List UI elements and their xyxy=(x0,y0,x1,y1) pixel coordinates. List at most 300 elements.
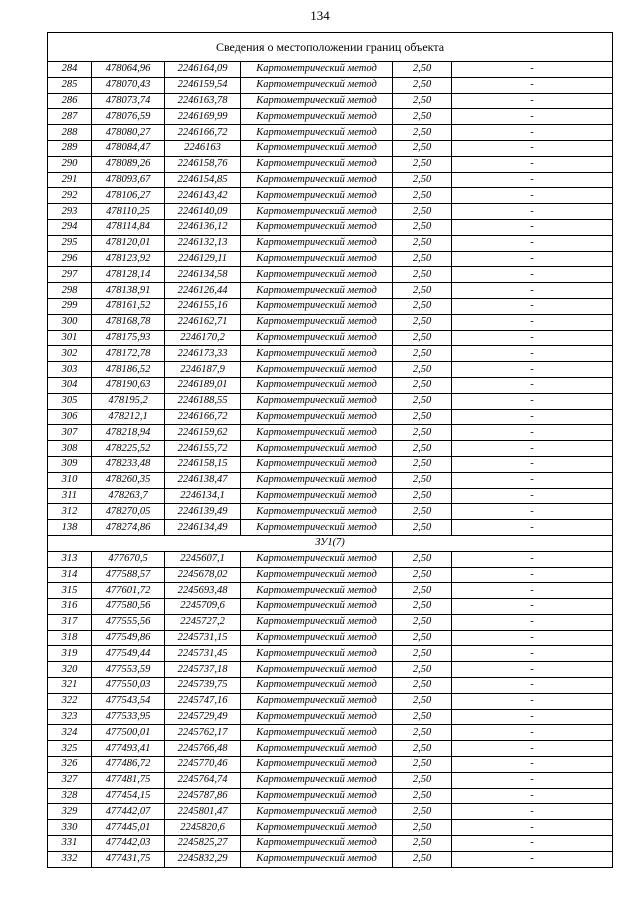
x-coordinate-cell: 478128,14 xyxy=(92,267,165,283)
y-coordinate-cell: 2246166,72 xyxy=(165,409,241,425)
point-number-cell: 329 xyxy=(48,804,92,820)
note-cell: - xyxy=(452,204,613,220)
note-cell: - xyxy=(452,172,613,188)
y-coordinate-cell: 2246164,09 xyxy=(165,62,241,78)
note-cell: - xyxy=(452,267,613,283)
x-coordinate-cell: 478084,47 xyxy=(92,140,165,156)
note-cell: - xyxy=(452,772,613,788)
note-cell: - xyxy=(452,678,613,694)
table-row xyxy=(48,472,613,488)
x-coordinate-cell: 478093,67 xyxy=(92,172,165,188)
note-cell: - xyxy=(452,520,613,536)
method-cell: Картометрический метод xyxy=(241,251,393,267)
y-coordinate-cell: 2245832,29 xyxy=(165,851,241,867)
accuracy-cell: 2,50 xyxy=(393,393,452,409)
method-cell: Картометрический метод xyxy=(241,551,393,567)
table-row xyxy=(48,709,613,725)
method-cell: Картометрический метод xyxy=(241,836,393,852)
accuracy-cell: 2,50 xyxy=(393,836,452,852)
point-number-cell: 291 xyxy=(48,172,92,188)
note-cell: - xyxy=(452,251,613,267)
method-cell: Картометрический метод xyxy=(241,820,393,836)
table-row xyxy=(48,456,613,472)
y-coordinate-cell: 2245727,2 xyxy=(165,614,241,630)
method-cell: Картометрический метод xyxy=(241,204,393,220)
accuracy-cell: 2,50 xyxy=(393,630,452,646)
method-cell: Картометрический метод xyxy=(241,772,393,788)
note-cell: - xyxy=(452,599,613,615)
y-coordinate-cell: 2245766,48 xyxy=(165,741,241,757)
y-coordinate-cell: 2245825,27 xyxy=(165,836,241,852)
table-row xyxy=(48,567,613,583)
method-cell: Картометрический метод xyxy=(241,804,393,820)
method-cell: Картометрический метод xyxy=(241,314,393,330)
method-cell: Картометрический метод xyxy=(241,62,393,78)
x-coordinate-cell: 478212,1 xyxy=(92,409,165,425)
accuracy-cell: 2,50 xyxy=(393,204,452,220)
note-cell: - xyxy=(452,488,613,504)
note-cell: - xyxy=(452,646,613,662)
y-coordinate-cell: 2246134,49 xyxy=(165,520,241,536)
x-coordinate-cell: 478175,93 xyxy=(92,330,165,346)
x-coordinate-cell: 478138,91 xyxy=(92,283,165,299)
table-row xyxy=(48,441,613,457)
point-number-cell: 321 xyxy=(48,678,92,694)
y-coordinate-cell: 2245737,18 xyxy=(165,662,241,678)
x-coordinate-cell: 478225,52 xyxy=(92,441,165,457)
point-number-cell: 326 xyxy=(48,757,92,773)
accuracy-cell: 2,50 xyxy=(393,551,452,567)
method-cell: Картометрический метод xyxy=(241,678,393,694)
note-cell: - xyxy=(452,393,613,409)
accuracy-cell: 2,50 xyxy=(393,504,452,520)
y-coordinate-cell: 2246134,1 xyxy=(165,488,241,504)
table-row xyxy=(48,346,613,362)
point-number-cell: 314 xyxy=(48,567,92,583)
accuracy-cell: 2,50 xyxy=(393,646,452,662)
note-cell: - xyxy=(452,77,613,93)
point-number-cell: 301 xyxy=(48,330,92,346)
method-cell: Картометрический метод xyxy=(241,583,393,599)
y-coordinate-cell: 2245729,49 xyxy=(165,709,241,725)
method-cell: Картометрический метод xyxy=(241,741,393,757)
method-cell: Картометрический метод xyxy=(241,235,393,251)
note-cell: - xyxy=(452,377,613,393)
note-cell: - xyxy=(452,456,613,472)
x-coordinate-cell: 477549,86 xyxy=(92,630,165,646)
point-number-cell: 293 xyxy=(48,204,92,220)
note-cell: - xyxy=(452,362,613,378)
point-number-cell: 311 xyxy=(48,488,92,504)
note-cell: - xyxy=(452,662,613,678)
boundary-coordinates-table xyxy=(47,32,613,868)
x-coordinate-cell: 477601,72 xyxy=(92,583,165,599)
method-cell: Картометрический метод xyxy=(241,77,393,93)
note-cell: - xyxy=(452,820,613,836)
note-cell: - xyxy=(452,583,613,599)
note-cell: - xyxy=(452,504,613,520)
accuracy-cell: 2,50 xyxy=(393,567,452,583)
point-number-cell: 330 xyxy=(48,820,92,836)
note-cell: - xyxy=(452,472,613,488)
x-coordinate-cell: 478172,78 xyxy=(92,346,165,362)
x-coordinate-cell: 477500,01 xyxy=(92,725,165,741)
x-coordinate-cell: 477553,59 xyxy=(92,662,165,678)
y-coordinate-cell: 2246187,9 xyxy=(165,362,241,378)
note-cell: - xyxy=(452,125,613,141)
note-cell: - xyxy=(452,709,613,725)
point-number-cell: 286 xyxy=(48,93,92,109)
point-number-cell: 305 xyxy=(48,393,92,409)
table-title: Сведения о местоположении границ объекта xyxy=(48,33,613,62)
point-number-cell: 304 xyxy=(48,377,92,393)
accuracy-cell: 2,50 xyxy=(393,614,452,630)
point-number-cell: 297 xyxy=(48,267,92,283)
point-number-cell: 302 xyxy=(48,346,92,362)
method-cell: Картометрический метод xyxy=(241,599,393,615)
note-cell: - xyxy=(452,567,613,583)
accuracy-cell: 2,50 xyxy=(393,156,452,172)
point-number-cell: 315 xyxy=(48,583,92,599)
note-cell: - xyxy=(452,614,613,630)
table-row xyxy=(48,836,613,852)
method-cell: Картометрический метод xyxy=(241,709,393,725)
note-cell: - xyxy=(452,140,613,156)
point-number-cell: 284 xyxy=(48,62,92,78)
method-cell: Картометрический метод xyxy=(241,472,393,488)
table-row xyxy=(48,504,613,520)
table-row xyxy=(48,614,613,630)
point-number-cell: 324 xyxy=(48,725,92,741)
y-coordinate-cell: 2246155,16 xyxy=(165,298,241,314)
x-coordinate-cell: 478106,27 xyxy=(92,188,165,204)
accuracy-cell: 2,50 xyxy=(393,235,452,251)
y-coordinate-cell: 2245770,46 xyxy=(165,757,241,773)
table-row xyxy=(48,646,613,662)
x-coordinate-cell: 478186,52 xyxy=(92,362,165,378)
table-row xyxy=(48,251,613,267)
table-row xyxy=(48,188,613,204)
table-row xyxy=(48,235,613,251)
method-cell: Картометрический метод xyxy=(241,441,393,457)
y-coordinate-cell: 2246139,49 xyxy=(165,504,241,520)
table-row xyxy=(48,725,613,741)
accuracy-cell: 2,50 xyxy=(393,757,452,773)
y-coordinate-cell: 2245820,6 xyxy=(165,820,241,836)
table-row xyxy=(48,693,613,709)
method-cell: Картометрический метод xyxy=(241,283,393,299)
accuracy-cell: 2,50 xyxy=(393,93,452,109)
y-coordinate-cell: 2246140,09 xyxy=(165,204,241,220)
accuracy-cell: 2,50 xyxy=(393,362,452,378)
method-cell: Картометрический метод xyxy=(241,109,393,125)
point-number-cell: 295 xyxy=(48,235,92,251)
accuracy-cell: 2,50 xyxy=(393,377,452,393)
y-coordinate-cell: 2246154,85 xyxy=(165,172,241,188)
accuracy-cell: 2,50 xyxy=(393,520,452,536)
point-number-cell: 285 xyxy=(48,77,92,93)
table-row xyxy=(48,283,613,299)
table-row xyxy=(48,678,613,694)
note-cell: - xyxy=(452,188,613,204)
x-coordinate-cell: 477588,57 xyxy=(92,567,165,583)
note-cell: - xyxy=(452,693,613,709)
accuracy-cell: 2,50 xyxy=(393,741,452,757)
method-cell: Картометрический метод xyxy=(241,93,393,109)
accuracy-cell: 2,50 xyxy=(393,409,452,425)
accuracy-cell: 2,50 xyxy=(393,425,452,441)
table-row xyxy=(48,62,613,78)
point-number-cell: 292 xyxy=(48,188,92,204)
accuracy-cell: 2,50 xyxy=(393,804,452,820)
point-number-cell: 310 xyxy=(48,472,92,488)
point-number-cell: 299 xyxy=(48,298,92,314)
table-row xyxy=(48,488,613,504)
accuracy-cell: 2,50 xyxy=(393,219,452,235)
method-cell: Картометрический метод xyxy=(241,156,393,172)
method-cell: Картометрический метод xyxy=(241,362,393,378)
y-coordinate-cell: 2246169,99 xyxy=(165,109,241,125)
x-coordinate-cell: 477486,72 xyxy=(92,757,165,773)
y-coordinate-cell: 2246173,33 xyxy=(165,346,241,362)
note-cell: - xyxy=(452,757,613,773)
accuracy-cell: 2,50 xyxy=(393,709,452,725)
table-row xyxy=(48,393,613,409)
accuracy-cell: 2,50 xyxy=(393,772,452,788)
x-coordinate-cell: 478080,27 xyxy=(92,125,165,141)
point-number-cell: 331 xyxy=(48,836,92,852)
table-row xyxy=(48,788,613,804)
accuracy-cell: 2,50 xyxy=(393,472,452,488)
y-coordinate-cell: 2245731,15 xyxy=(165,630,241,646)
x-coordinate-cell: 477431,75 xyxy=(92,851,165,867)
accuracy-cell: 2,50 xyxy=(393,662,452,678)
accuracy-cell: 2,50 xyxy=(393,330,452,346)
table-row xyxy=(48,741,613,757)
section-label: ЗУ1(7) xyxy=(48,535,613,551)
table-row xyxy=(48,219,613,235)
method-cell: Картометрический метод xyxy=(241,377,393,393)
table-row xyxy=(48,804,613,820)
point-number-cell: 287 xyxy=(48,109,92,125)
table-row xyxy=(48,172,613,188)
method-cell: Картометрический метод xyxy=(241,725,393,741)
note-cell: - xyxy=(452,283,613,299)
point-number-cell: 317 xyxy=(48,614,92,630)
point-number-cell: 296 xyxy=(48,251,92,267)
point-number-cell: 298 xyxy=(48,283,92,299)
y-coordinate-cell: 2245731,45 xyxy=(165,646,241,662)
y-coordinate-cell: 2246126,44 xyxy=(165,283,241,299)
y-coordinate-cell: 2245739,75 xyxy=(165,678,241,694)
accuracy-cell: 2,50 xyxy=(393,298,452,314)
x-coordinate-cell: 478263,7 xyxy=(92,488,165,504)
table-row xyxy=(48,820,613,836)
y-coordinate-cell: 2246189,01 xyxy=(165,377,241,393)
table-row xyxy=(48,851,613,867)
accuracy-cell: 2,50 xyxy=(393,140,452,156)
note-cell: - xyxy=(452,425,613,441)
method-cell: Картометрический метод xyxy=(241,140,393,156)
y-coordinate-cell: 2245764,74 xyxy=(165,772,241,788)
y-coordinate-cell: 2245762,17 xyxy=(165,725,241,741)
x-coordinate-cell: 477543,54 xyxy=(92,693,165,709)
x-coordinate-cell: 478168,78 xyxy=(92,314,165,330)
x-coordinate-cell: 478073,74 xyxy=(92,93,165,109)
method-cell: Картометрический метод xyxy=(241,662,393,678)
method-cell: Картометрический метод xyxy=(241,172,393,188)
note-cell: - xyxy=(452,551,613,567)
method-cell: Картометрический метод xyxy=(241,346,393,362)
note-cell: - xyxy=(452,298,613,314)
method-cell: Картометрический метод xyxy=(241,456,393,472)
x-coordinate-cell: 478076,59 xyxy=(92,109,165,125)
point-number-cell: 328 xyxy=(48,788,92,804)
point-number-cell: 307 xyxy=(48,425,92,441)
x-coordinate-cell: 478195,2 xyxy=(92,393,165,409)
accuracy-cell: 2,50 xyxy=(393,441,452,457)
y-coordinate-cell: 2246132,13 xyxy=(165,235,241,251)
method-cell: Картометрический метод xyxy=(241,298,393,314)
y-coordinate-cell: 2246158,15 xyxy=(165,456,241,472)
note-cell: - xyxy=(452,62,613,78)
x-coordinate-cell: 478161,52 xyxy=(92,298,165,314)
x-coordinate-cell: 477580,56 xyxy=(92,599,165,615)
table-row xyxy=(48,156,613,172)
method-cell: Картометрический метод xyxy=(241,488,393,504)
accuracy-cell: 2,50 xyxy=(393,583,452,599)
table-row xyxy=(48,204,613,220)
boundary-table-sheet xyxy=(47,32,612,868)
x-coordinate-cell: 477670,5 xyxy=(92,551,165,567)
point-number-cell: 316 xyxy=(48,599,92,615)
point-number-cell: 300 xyxy=(48,314,92,330)
y-coordinate-cell: 2246163 xyxy=(165,140,241,156)
method-cell: Картометрический метод xyxy=(241,125,393,141)
x-coordinate-cell: 478089,26 xyxy=(92,156,165,172)
table-row xyxy=(48,662,613,678)
table-row xyxy=(48,409,613,425)
method-cell: Картометрический метод xyxy=(241,188,393,204)
y-coordinate-cell: 2246155,72 xyxy=(165,441,241,457)
x-coordinate-cell: 477454,15 xyxy=(92,788,165,804)
accuracy-cell: 2,50 xyxy=(393,346,452,362)
y-coordinate-cell: 2246170,2 xyxy=(165,330,241,346)
accuracy-cell: 2,50 xyxy=(393,251,452,267)
table-row xyxy=(48,140,613,156)
table-row xyxy=(48,520,613,536)
note-cell: - xyxy=(452,441,613,457)
table-row xyxy=(48,772,613,788)
x-coordinate-cell: 478274,86 xyxy=(92,520,165,536)
table-row xyxy=(48,583,613,599)
point-number-cell: 288 xyxy=(48,125,92,141)
accuracy-cell: 2,50 xyxy=(393,77,452,93)
note-cell: - xyxy=(452,330,613,346)
point-number-cell: 294 xyxy=(48,219,92,235)
note-cell: - xyxy=(452,346,613,362)
x-coordinate-cell: 478190,63 xyxy=(92,377,165,393)
table-row xyxy=(48,630,613,646)
x-coordinate-cell: 477442,03 xyxy=(92,836,165,852)
note-cell: - xyxy=(452,409,613,425)
accuracy-cell: 2,50 xyxy=(393,172,452,188)
x-coordinate-cell: 478110,25 xyxy=(92,204,165,220)
page-number: 134 xyxy=(310,8,330,23)
accuracy-cell: 2,50 xyxy=(393,488,452,504)
x-coordinate-cell: 478123,92 xyxy=(92,251,165,267)
method-cell: Картометрический метод xyxy=(241,567,393,583)
x-coordinate-cell: 478114,84 xyxy=(92,219,165,235)
table-row xyxy=(48,314,613,330)
table-row xyxy=(48,267,613,283)
note-cell: - xyxy=(452,788,613,804)
x-coordinate-cell: 477533,95 xyxy=(92,709,165,725)
table-row xyxy=(48,599,613,615)
note-cell: - xyxy=(452,630,613,646)
x-coordinate-cell: 478233,48 xyxy=(92,456,165,472)
x-coordinate-cell: 478070,43 xyxy=(92,77,165,93)
accuracy-cell: 2,50 xyxy=(393,456,452,472)
note-cell: - xyxy=(452,219,613,235)
point-number-cell: 323 xyxy=(48,709,92,725)
method-cell: Картометрический метод xyxy=(241,520,393,536)
table-row xyxy=(48,551,613,567)
note-cell: - xyxy=(452,851,613,867)
point-number-cell: 313 xyxy=(48,551,92,567)
y-coordinate-cell: 2246143,42 xyxy=(165,188,241,204)
y-coordinate-cell: 2246134,58 xyxy=(165,267,241,283)
y-coordinate-cell: 2245787,86 xyxy=(165,788,241,804)
point-number-cell: 318 xyxy=(48,630,92,646)
accuracy-cell: 2,50 xyxy=(393,267,452,283)
accuracy-cell: 2,50 xyxy=(393,788,452,804)
table-row xyxy=(48,377,613,393)
note-cell: - xyxy=(452,109,613,125)
method-cell: Картометрический метод xyxy=(241,393,393,409)
x-coordinate-cell: 477481,75 xyxy=(92,772,165,788)
y-coordinate-cell: 2246163,78 xyxy=(165,93,241,109)
note-cell: - xyxy=(452,156,613,172)
x-coordinate-cell: 477549,44 xyxy=(92,646,165,662)
point-number-cell: 332 xyxy=(48,851,92,867)
method-cell: Картометрический метод xyxy=(241,851,393,867)
accuracy-cell: 2,50 xyxy=(393,599,452,615)
y-coordinate-cell: 2246188,55 xyxy=(165,393,241,409)
point-number-cell: 325 xyxy=(48,741,92,757)
x-coordinate-cell: 478120,01 xyxy=(92,235,165,251)
note-cell: - xyxy=(452,93,613,109)
table-row xyxy=(48,330,613,346)
x-coordinate-cell: 477445,01 xyxy=(92,820,165,836)
method-cell: Картометрический метод xyxy=(241,504,393,520)
method-cell: Картометрический метод xyxy=(241,693,393,709)
x-coordinate-cell: 477442,07 xyxy=(92,804,165,820)
method-cell: Картометрический метод xyxy=(241,330,393,346)
accuracy-cell: 2,50 xyxy=(393,678,452,694)
y-coordinate-cell: 2246136,12 xyxy=(165,219,241,235)
accuracy-cell: 2,50 xyxy=(393,109,452,125)
accuracy-cell: 2,50 xyxy=(393,725,452,741)
accuracy-cell: 2,50 xyxy=(393,314,452,330)
point-number-cell: 303 xyxy=(48,362,92,378)
y-coordinate-cell: 2246166,72 xyxy=(165,125,241,141)
x-coordinate-cell: 478260,35 xyxy=(92,472,165,488)
y-coordinate-cell: 2246138,47 xyxy=(165,472,241,488)
y-coordinate-cell: 2245607,1 xyxy=(165,551,241,567)
method-cell: Картометрический метод xyxy=(241,646,393,662)
y-coordinate-cell: 2245747,16 xyxy=(165,693,241,709)
